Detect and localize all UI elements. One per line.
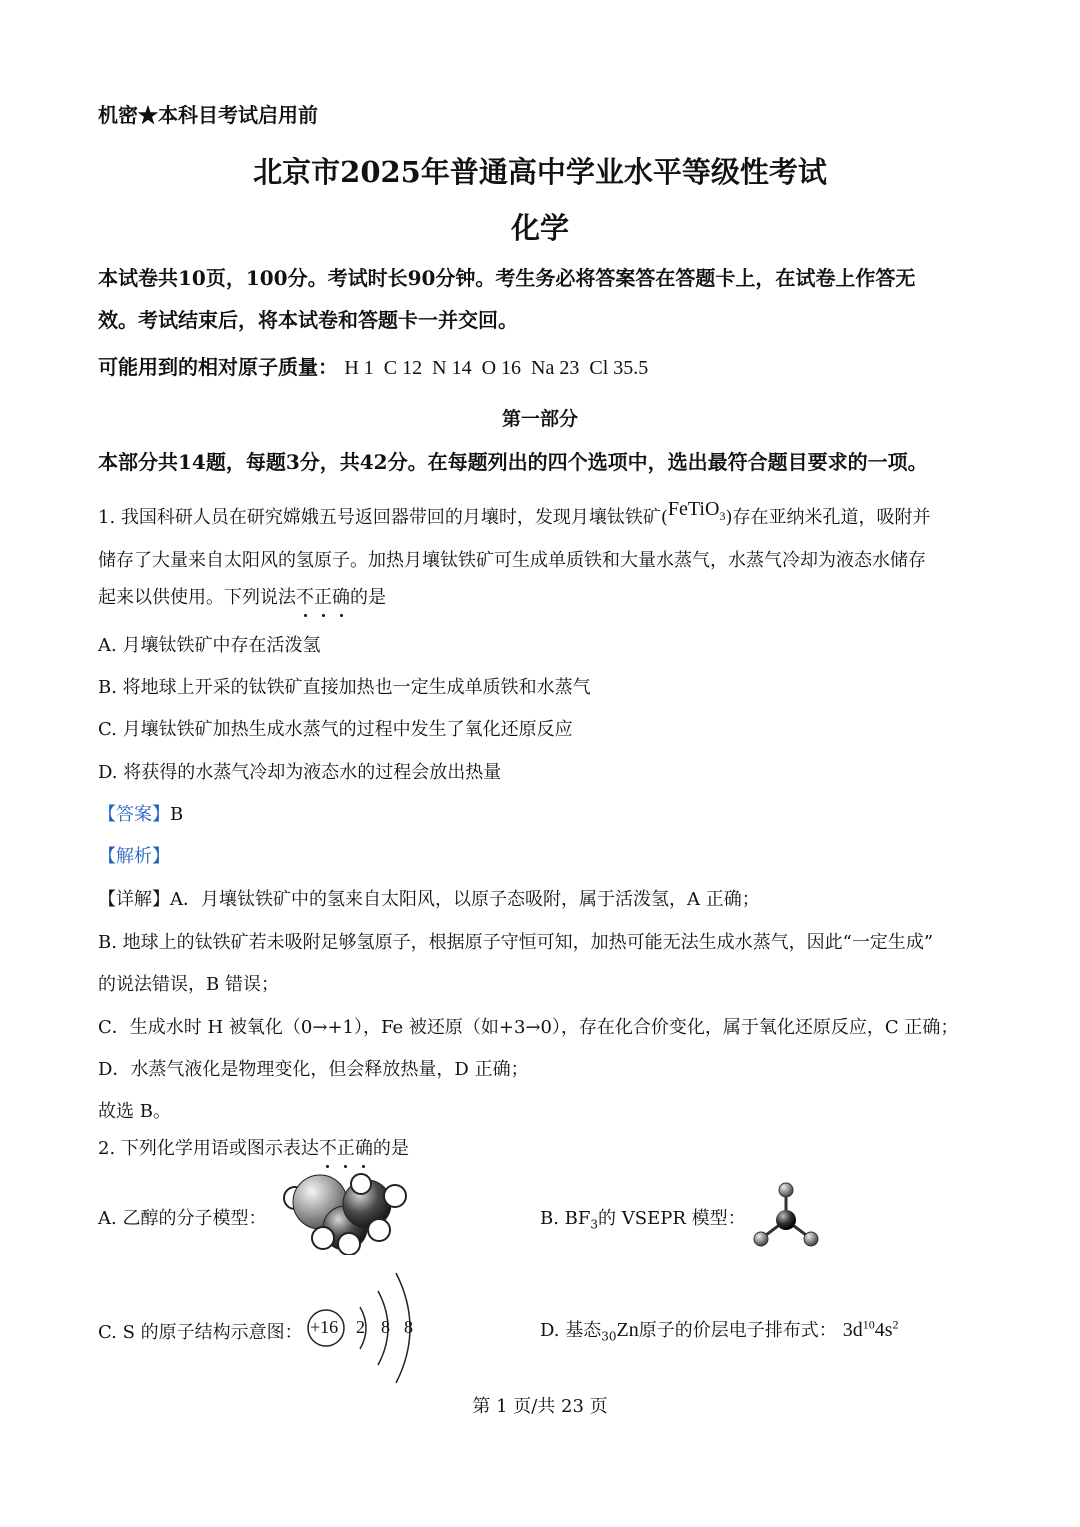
zn-config-4s: 4s <box>874 1319 893 1341</box>
q1-stem-line3-post: 的是 <box>350 587 386 608</box>
subject-title: 化学 <box>510 211 569 245</box>
q1-detail-d: D．水蒸气液化是物理变化，但会释放热量，D 正确； <box>98 1059 529 1080</box>
q2-stem <box>98 1134 409 1160</box>
q2-option-c: C. S 的原子结构示意图： <box>98 1322 303 1343</box>
q1-stem-line3 <box>98 583 386 609</box>
part1-title: 第一部分 <box>501 408 578 430</box>
page-footer: 第 1 页/共 23 页 <box>472 1396 608 1417</box>
part1-description: 本部分共14题，每题3分，共42分。在每题列出的四个选项中，选出最符合题目要求的一项。 <box>98 450 928 474</box>
analysis-tag: 【解析】 <box>98 846 170 867</box>
q2-option-a: A. 乙醇的分子模型： <box>98 1208 267 1229</box>
q1-emphasis-zheng: 正 <box>314 587 332 608</box>
q1-stem-line2: 储存了大量来自太阳风的氢原子。加热月壤钛铁矿可生成单质铁和大量水蒸气，水蒸气冷却为液态水储存 <box>98 550 926 571</box>
q1-option-b: B. 将地球上开采的钛铁矿直接加热也一定生成单质铁和水蒸气 <box>98 677 591 698</box>
q2-option-b-post: 的 VSEPR 模型： <box>598 1208 746 1229</box>
q1-detail-a <box>98 885 760 911</box>
ethanol-model-image <box>275 1170 410 1255</box>
q2-option-b-pre: B. BF <box>540 1208 591 1229</box>
q1-detail-b1: B. 地球上的钛铁矿若未吸附足够氢原子，根据原子守恒可知，加热可能无法生成水蒸气，因此“一定生成” <box>98 932 934 953</box>
q2-option-d <box>540 1316 899 1344</box>
q2-option-b-sub: 3 <box>590 1217 599 1232</box>
bf3-vsepr-model-image <box>748 1180 826 1252</box>
atomic-mass-label: 可能用到的相对原子质量： <box>98 355 338 379</box>
q1-formula <box>667 498 726 523</box>
q1-conclusion: 故选 B。 <box>98 1101 171 1122</box>
atomic-mass-line <box>98 351 648 380</box>
q1-stem-line1 <box>98 498 931 532</box>
zn-config-3d: 3d <box>842 1319 863 1341</box>
sulfur-shell-2: 8 <box>381 1317 390 1337</box>
q1-formula-sub: 3 <box>719 509 726 523</box>
q1-option-a: A. 月壤钛铁矿中存在活泼氢 <box>98 635 321 656</box>
sulfur-shell-1: 2 <box>356 1317 365 1337</box>
q2-stem-post: 的是 <box>372 1138 409 1159</box>
q1-option-d: D. 将获得的水蒸气冷却为液态水的过程会放出热量 <box>98 762 502 783</box>
q1-answer <box>98 800 183 826</box>
q2-option-b <box>540 1204 746 1232</box>
q2-stem-pre: 2. 下列化学用语或图示表达 <box>98 1138 319 1159</box>
answer-value: B <box>170 804 184 825</box>
instructions-line1: 本试卷共10页，100分。考试时长90分钟。考生务必将答案答在答题卡上，在试卷上作答无 <box>98 266 916 290</box>
sulfur-nucleus-charge: +16 <box>310 1317 339 1337</box>
detail-a-text: A．月壤钛铁矿中的氢来自太阳风，以原子态吸附，属于活泼氢，A 正确； <box>170 889 760 910</box>
q2-emphasis-bu: 不 <box>318 1138 337 1159</box>
q1-option-c: C. 月壤钛铁矿加热生成水蒸气的过程中发生了氧化还原反应 <box>98 719 573 740</box>
q1-emphasis-que: 确 <box>332 587 350 608</box>
q1-emphasis-bu: 不 <box>296 587 314 608</box>
q1-stem-b: )存在亚纳米孔道，吸附并 <box>725 507 931 528</box>
q1-stem-a: 1. 我国科研人员在研究嫦娥五号返回器带回的月壤时，发现月壤钛铁矿( <box>98 507 668 528</box>
detail-tag: 【详解】 <box>98 889 170 910</box>
q2-option-d-element: Zn <box>616 1319 639 1341</box>
q1-detail-c: C．生成水时 H 被氧化（0→+1），Fe 被还原（如+3→0），存在化合价变化，属于氧化还原反应，C 正确； <box>98 1017 959 1038</box>
q1-formula-main: FeTiO <box>667 498 720 520</box>
q2-option-d-pre: D. 基态 <box>540 1320 602 1341</box>
sulfur-shell-3: 8 <box>404 1317 413 1337</box>
instructions-line2: 效。考试结束后，将本试卷和答题卡一并交回。 <box>98 308 518 332</box>
atomic-mass-values: H 1 C 12 N 14 O 16 Na 23 Cl 35.5 <box>344 357 649 379</box>
zn-config-4s-count: 2 <box>892 1317 899 1332</box>
answer-tag: 【答案】 <box>98 804 170 825</box>
confidential-label: 机密★本科目考试启用前 <box>98 103 318 127</box>
sulfur-structure-diagram <box>306 1265 426 1390</box>
q2-option-d-mass: 30 <box>601 1329 617 1344</box>
q2-emphasis-zheng: 正 <box>336 1138 355 1159</box>
exam-title: 北京市2025年普通高中学业水平等级性考试 <box>253 155 827 189</box>
zn-config <box>843 1319 899 1341</box>
q1-detail-b2: 的说法错误，B 错误； <box>98 974 279 995</box>
q2-emphasis-que: 确 <box>354 1138 373 1159</box>
zn-config-3d-count: 10 <box>862 1317 875 1332</box>
q2-option-d-mid: 原子的价层电子排布式： <box>638 1320 837 1341</box>
q1-stem-line3-pre: 起来以供使用。下列说法 <box>98 587 296 608</box>
